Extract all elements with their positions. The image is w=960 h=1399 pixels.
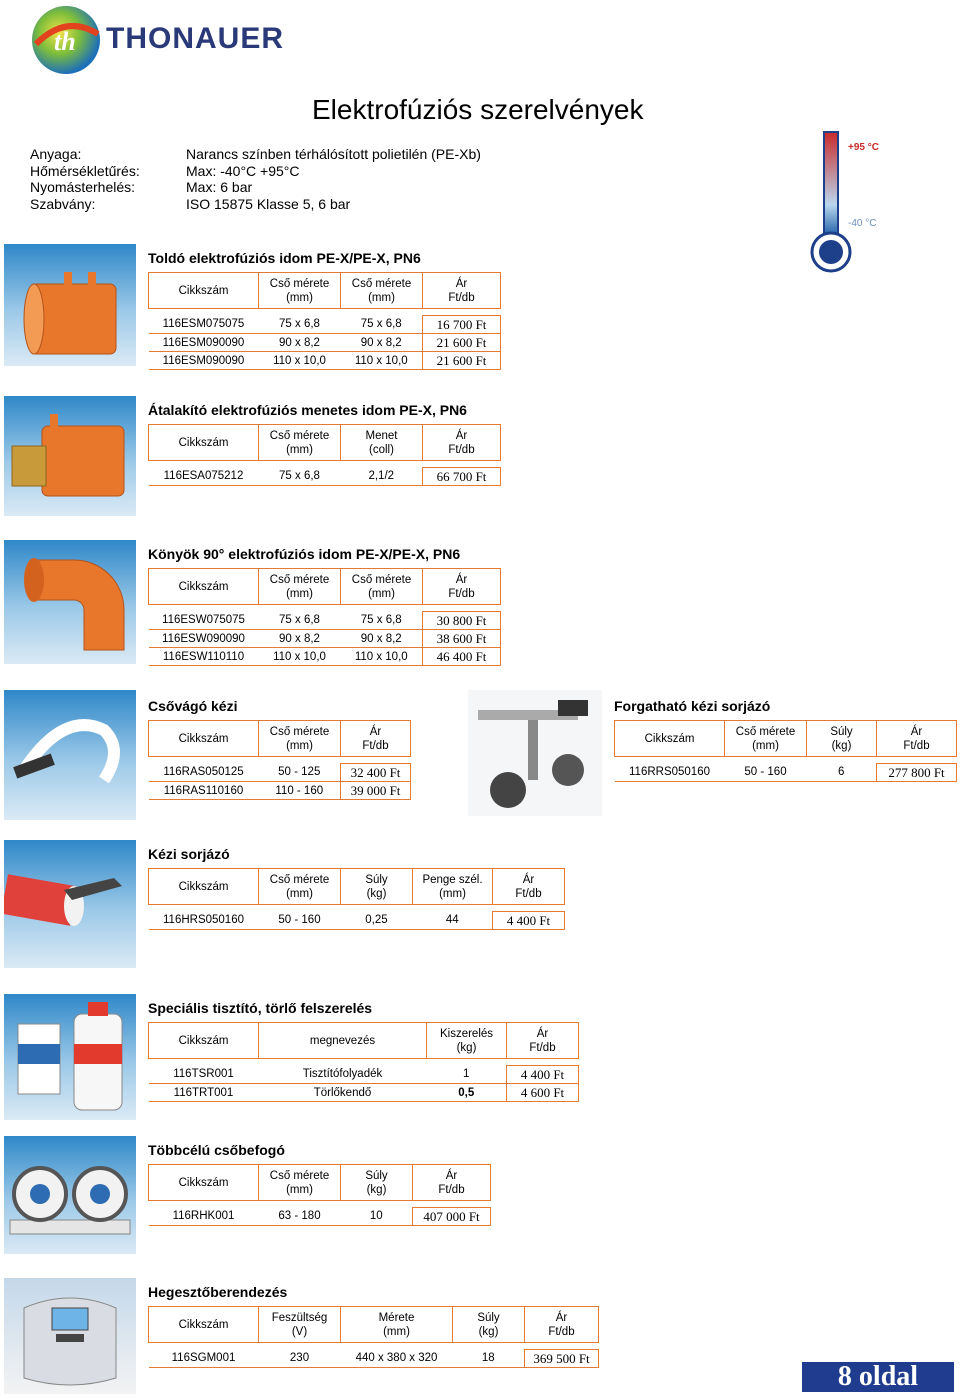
- price-table: [148, 1164, 491, 1226]
- section-title: Toldó elektrofúziós idom PE-X/PE-X, PN6: [148, 250, 421, 266]
- col-header: Súly (kg): [807, 721, 877, 757]
- svg-text:th: th: [54, 27, 76, 56]
- table-row: 116ESW090090 90 x 8,2 90 x 8,2 38 600 Ft: [149, 630, 501, 648]
- spec-value: Narancs színben térhálósított polietilén (PE-Xb): [186, 146, 481, 162]
- page-number: 8 oldal: [802, 1362, 954, 1392]
- section-title: Átalakító elektrofúziós menetes idom PE-X, PN6: [148, 402, 467, 418]
- coupler-image-icon: [4, 244, 136, 366]
- welding-machine-image-icon: [4, 1278, 136, 1394]
- col-header: Súly (kg): [341, 1165, 413, 1201]
- col-header: Ár Ft/db: [423, 425, 501, 461]
- col-header: Súly (kg): [453, 1307, 525, 1343]
- spec-value: Max: -40°C +95°C: [186, 162, 300, 179]
- col-header: Ár Ft/db: [423, 273, 501, 309]
- col-header: Cső mérete (mm): [259, 721, 341, 757]
- col-header: Cső mérete (mm): [259, 569, 341, 605]
- table-row: 116RRS050160 50 - 160 6 277 800 Ft: [615, 764, 957, 782]
- section-title: Könyök 90° elektrofúziós idom PE-X/PE-X, PN6: [148, 546, 461, 562]
- table-row: 116ESW075075 75 x 6,8 75 x 6,8 30 800 Ft: [149, 612, 501, 630]
- thermo-bottom-label: -40 °C: [848, 218, 877, 229]
- product-photo-hand-deburrer: [4, 840, 136, 968]
- col-header: Cikkszám: [149, 273, 259, 309]
- section-title: Csővágó kézi: [148, 698, 238, 714]
- price-table: [148, 568, 501, 666]
- spec-list: [30, 146, 481, 212]
- col-header: Ár Ft/db: [423, 569, 501, 605]
- logo-emblem-icon: [28, 4, 104, 76]
- section-title: Hegesztőberendezés: [148, 1284, 288, 1300]
- rotary-deburrer-image-icon: [468, 690, 602, 816]
- product-photo-threaded-adapter: [4, 396, 136, 516]
- spec-row: [30, 163, 481, 180]
- section-title: Kézi sorjázó: [148, 846, 230, 862]
- hand-deburrer-image-icon: [4, 840, 136, 968]
- col-header: Cső mérete (mm): [725, 721, 807, 757]
- col-header: Cső mérete (mm): [341, 273, 423, 309]
- price-table: [148, 720, 411, 800]
- thermometer-icon: [810, 128, 910, 278]
- col-header: Cikkszám: [615, 721, 725, 757]
- company-logo: [28, 4, 348, 76]
- col-header: Cikkszám: [149, 1023, 259, 1059]
- col-header: Kiszerelés (kg): [427, 1023, 507, 1059]
- thermometer-graphic: [810, 128, 910, 278]
- col-header: Cső mérete (mm): [259, 425, 341, 461]
- adapter-image-icon: [4, 396, 136, 516]
- col-header: Mérete (mm): [341, 1307, 453, 1343]
- product-photo-pipe-cutter: [4, 690, 136, 820]
- spec-label: Anyaga:: [30, 146, 82, 162]
- col-header: Cső mérete (mm): [259, 869, 341, 905]
- spec-row: [30, 196, 481, 213]
- cleaner-image-icon: [4, 994, 136, 1120]
- table-row: 116TSR001 Tisztítófolyadék 1 4 400 Ft: [149, 1066, 579, 1084]
- spec-label: Nyomásterhelés:: [30, 179, 136, 195]
- product-photo-cleaner: [4, 994, 136, 1120]
- table-row: 116SGM001 230 440 x 380 x 320 18 369 500 Ft: [149, 1350, 599, 1368]
- price-table: [148, 868, 565, 930]
- table-row: 116ESM090090 110 x 10,0 110 x 10,0 21 600 Ft: [149, 352, 501, 370]
- product-photo-welding-machine: [4, 1278, 136, 1394]
- pipe-clamp-image-icon: [4, 1136, 136, 1254]
- table-row: 116RAS050125 50 - 125 32 400 Ft: [149, 764, 411, 782]
- section-title: Speciális tisztító, törlő felszerelés: [148, 1000, 373, 1016]
- price-table: [148, 1306, 599, 1368]
- table-row: 116HRS050160 50 - 160 0,25 44 4 400 Ft: [149, 912, 565, 930]
- section-title: Forgatható kézi sorjázó: [614, 698, 771, 714]
- price-table: [148, 1022, 579, 1102]
- spec-label: Hőmérsékletűrés:: [30, 162, 140, 179]
- col-header: Cső mérete (mm): [259, 1165, 341, 1201]
- section-title: Többcélú csőbefogó: [148, 1142, 285, 1158]
- elbow-image-icon: [4, 540, 136, 664]
- col-header: Ár Ft/db: [507, 1023, 579, 1059]
- pipe-cutter-image-icon: [4, 690, 136, 820]
- col-header: megnevezés: [259, 1023, 427, 1059]
- col-header: Menet (coll): [341, 425, 423, 461]
- col-header: Cikkszám: [149, 721, 259, 757]
- table-row: 116ESA075212 75 x 6,8 2,1/2 66 700 Ft: [149, 468, 501, 486]
- col-header: Cső mérete (mm): [341, 569, 423, 605]
- col-header: Cikkszám: [149, 425, 259, 461]
- product-photo-elbow: [4, 540, 136, 664]
- spec-value: ISO 15875 Klasse 5, 6 bar: [186, 195, 351, 212]
- spec-value: Max: 6 bar: [186, 179, 253, 195]
- col-header: Súly (kg): [341, 869, 413, 905]
- product-photo-rotary-deburrer: [468, 690, 602, 816]
- logo-text: THONAUER: [106, 22, 284, 55]
- price-table: [614, 720, 957, 782]
- col-header: Penge szél. (mm): [413, 869, 493, 905]
- col-header: Cikkszám: [149, 1165, 259, 1201]
- spec-label: Szabvány:: [30, 195, 96, 212]
- table-row: 116ESW110110 110 x 10,0 110 x 10,0 46 400 Ft: [149, 648, 501, 666]
- col-header: Cső mérete (mm): [259, 273, 341, 309]
- table-row: 116RHK001 63 - 180 10 407 000 Ft: [149, 1208, 491, 1226]
- col-header: Ár Ft/db: [341, 721, 411, 757]
- col-header: Cikkszám: [149, 1307, 259, 1343]
- table-row: 116ESM090090 90 x 8,2 90 x 8,2 21 600 Ft: [149, 334, 501, 352]
- product-photo-pipe-clamp: [4, 1136, 136, 1254]
- col-header: Cikkszám: [149, 869, 259, 905]
- col-header: Ár Ft/db: [493, 869, 565, 905]
- spec-row: [30, 146, 481, 163]
- product-photo-coupler: [4, 244, 136, 366]
- col-header: Feszültség (V): [259, 1307, 341, 1343]
- table-row: 116ESM075075 75 x 6,8 75 x 6,8 16 700 Ft: [149, 316, 501, 334]
- page-title: Elektrofúziós szerelvények: [312, 94, 644, 125]
- col-header: Cikkszám: [149, 569, 259, 605]
- col-header: Ár Ft/db: [413, 1165, 491, 1201]
- spec-row: [30, 179, 481, 196]
- thermo-top-label: +95 °C: [848, 142, 879, 153]
- price-table: [148, 272, 501, 370]
- price-table: [148, 424, 501, 486]
- table-row: 116TRT001 Törlőkendő 0,5 4 600 Ft: [149, 1084, 579, 1102]
- col-header: Ár Ft/db: [525, 1307, 599, 1343]
- col-header: Ár Ft/db: [877, 721, 957, 757]
- table-row: 116RAS110160 110 - 160 39 000 Ft: [149, 782, 411, 800]
